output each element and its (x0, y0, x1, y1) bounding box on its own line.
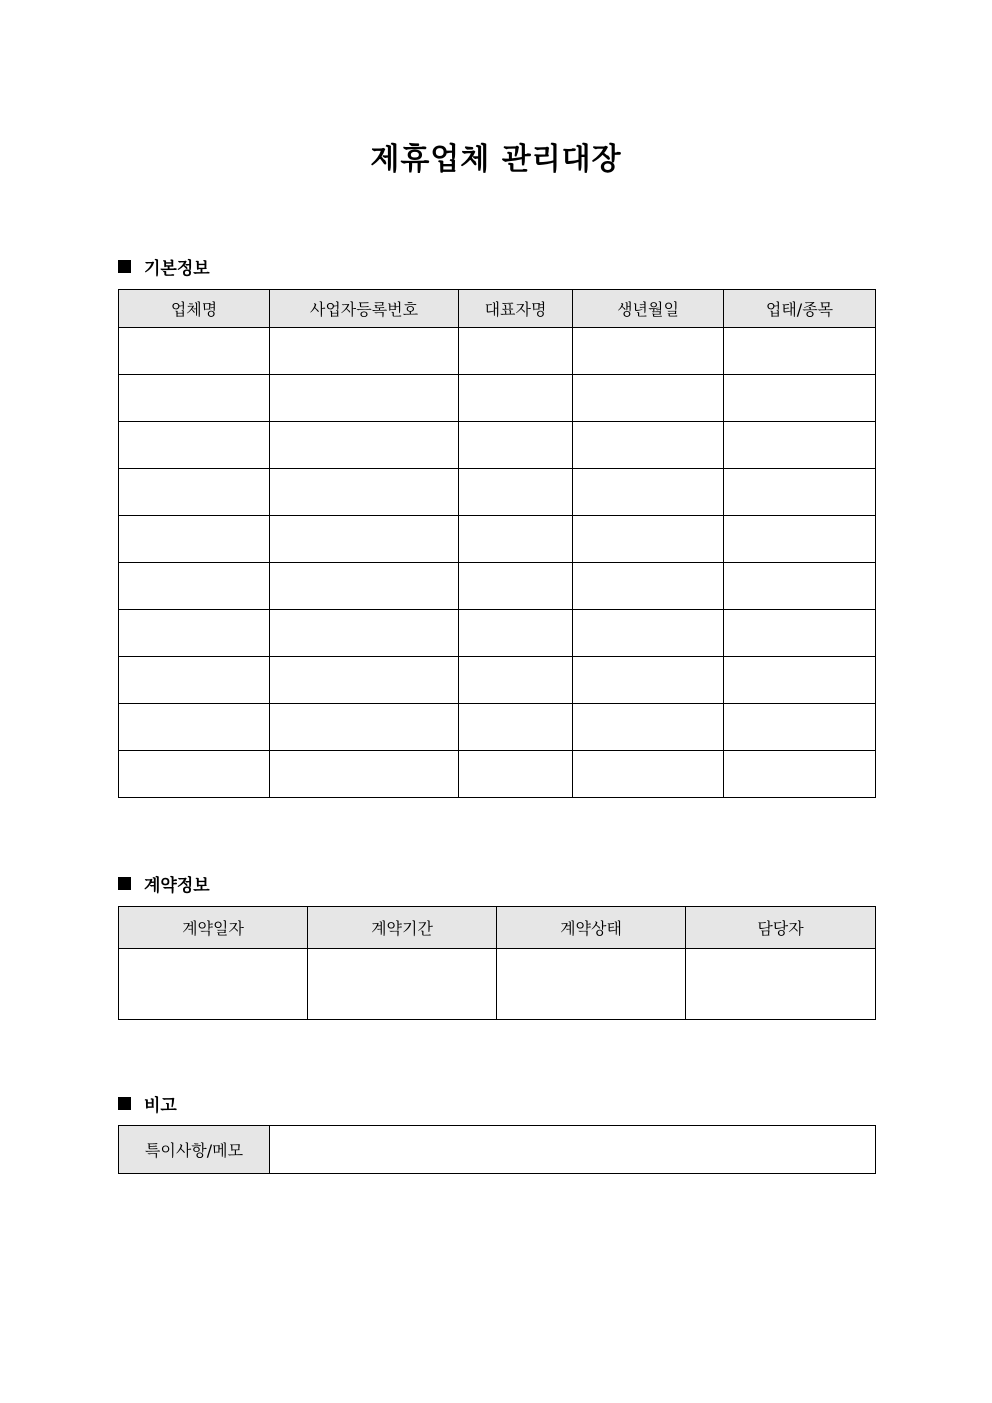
contract-status-cell[interactable] (497, 949, 686, 1020)
business-number-cell[interactable] (270, 375, 459, 422)
remarks-value-cell[interactable] (270, 1126, 876, 1174)
company-cell[interactable] (119, 610, 270, 657)
business-number-cell[interactable] (270, 516, 459, 563)
contract-info-table (118, 906, 876, 1020)
business-number-cell[interactable] (270, 563, 459, 610)
remarks-label: 특이사항/메모 (119, 1126, 270, 1174)
table-header-row (119, 907, 876, 949)
business-type-cell[interactable] (724, 516, 876, 563)
section-heading-label: 기본정보 (144, 259, 210, 279)
table-row (119, 751, 876, 798)
remarks-table (118, 1125, 876, 1174)
company-cell[interactable] (119, 563, 270, 610)
basic-info-table (118, 289, 876, 798)
table-row (119, 657, 876, 704)
section-heading-basic (118, 254, 210, 279)
table-header-row (119, 290, 876, 328)
business-type-cell[interactable] (724, 469, 876, 516)
representative-cell[interactable] (459, 704, 573, 751)
column-header-company: 업체명 (119, 290, 270, 328)
column-header-representative: 대표자명 (459, 290, 573, 328)
company-cell[interactable] (119, 469, 270, 516)
birthdate-cell[interactable] (573, 751, 724, 798)
square-bullet-icon (118, 260, 131, 273)
business-type-cell[interactable] (724, 704, 876, 751)
birthdate-cell[interactable] (573, 563, 724, 610)
birthdate-cell[interactable] (573, 375, 724, 422)
table-row (119, 1126, 876, 1174)
contract-period-cell[interactable] (308, 949, 497, 1020)
business-type-cell[interactable] (724, 563, 876, 610)
column-header-business-number: 사업자등록번호 (270, 290, 459, 328)
table-row (119, 949, 876, 1020)
birthdate-cell[interactable] (573, 328, 724, 375)
birthdate-cell[interactable] (573, 469, 724, 516)
table-row (119, 563, 876, 610)
company-cell[interactable] (119, 375, 270, 422)
birthdate-cell[interactable] (573, 610, 724, 657)
table-row (119, 328, 876, 375)
representative-cell[interactable] (459, 657, 573, 704)
business-type-cell[interactable] (724, 751, 876, 798)
representative-cell[interactable] (459, 751, 573, 798)
column-header-contract-date: 계약일자 (119, 907, 308, 949)
contract-date-cell[interactable] (119, 949, 308, 1020)
representative-cell[interactable] (459, 328, 573, 375)
birthdate-cell[interactable] (573, 657, 724, 704)
business-type-cell[interactable] (724, 422, 876, 469)
business-type-cell[interactable] (724, 657, 876, 704)
birthdate-cell[interactable] (573, 704, 724, 751)
document-title: 제휴업체 관리대장 (370, 142, 622, 177)
column-header-business-type: 업태/종목 (724, 290, 876, 328)
representative-cell[interactable] (459, 422, 573, 469)
business-number-cell[interactable] (270, 328, 459, 375)
representative-cell[interactable] (459, 469, 573, 516)
square-bullet-icon (118, 877, 131, 890)
company-cell[interactable] (119, 657, 270, 704)
business-number-cell[interactable] (270, 704, 459, 751)
birthdate-cell[interactable] (573, 516, 724, 563)
company-cell[interactable] (119, 516, 270, 563)
table-row (119, 469, 876, 516)
manager-cell[interactable] (686, 949, 876, 1020)
company-cell[interactable] (119, 751, 270, 798)
representative-cell[interactable] (459, 516, 573, 563)
table-row (119, 375, 876, 422)
birthdate-cell[interactable] (573, 422, 724, 469)
table-row (119, 516, 876, 563)
business-number-cell[interactable] (270, 610, 459, 657)
representative-cell[interactable] (459, 375, 573, 422)
section-heading-label: 계약정보 (144, 876, 210, 896)
company-cell[interactable] (119, 328, 270, 375)
business-type-cell[interactable] (724, 328, 876, 375)
square-bullet-icon (118, 1097, 131, 1110)
representative-cell[interactable] (459, 610, 573, 657)
business-number-cell[interactable] (270, 469, 459, 516)
column-header-contract-status: 계약상태 (497, 907, 686, 949)
section-heading-label: 비고 (144, 1096, 177, 1116)
table-row (119, 704, 876, 751)
section-heading-contract (118, 871, 210, 896)
table-row (119, 422, 876, 469)
column-header-manager: 담당자 (686, 907, 876, 949)
business-type-cell[interactable] (724, 610, 876, 657)
business-number-cell[interactable] (270, 422, 459, 469)
business-number-cell[interactable] (270, 657, 459, 704)
company-cell[interactable] (119, 704, 270, 751)
table-row (119, 610, 876, 657)
representative-cell[interactable] (459, 563, 573, 610)
business-type-cell[interactable] (724, 375, 876, 422)
column-header-birthdate: 생년월일 (573, 290, 724, 328)
section-heading-remarks (118, 1091, 177, 1116)
company-cell[interactable] (119, 422, 270, 469)
column-header-contract-period: 계약기간 (308, 907, 497, 949)
business-number-cell[interactable] (270, 751, 459, 798)
